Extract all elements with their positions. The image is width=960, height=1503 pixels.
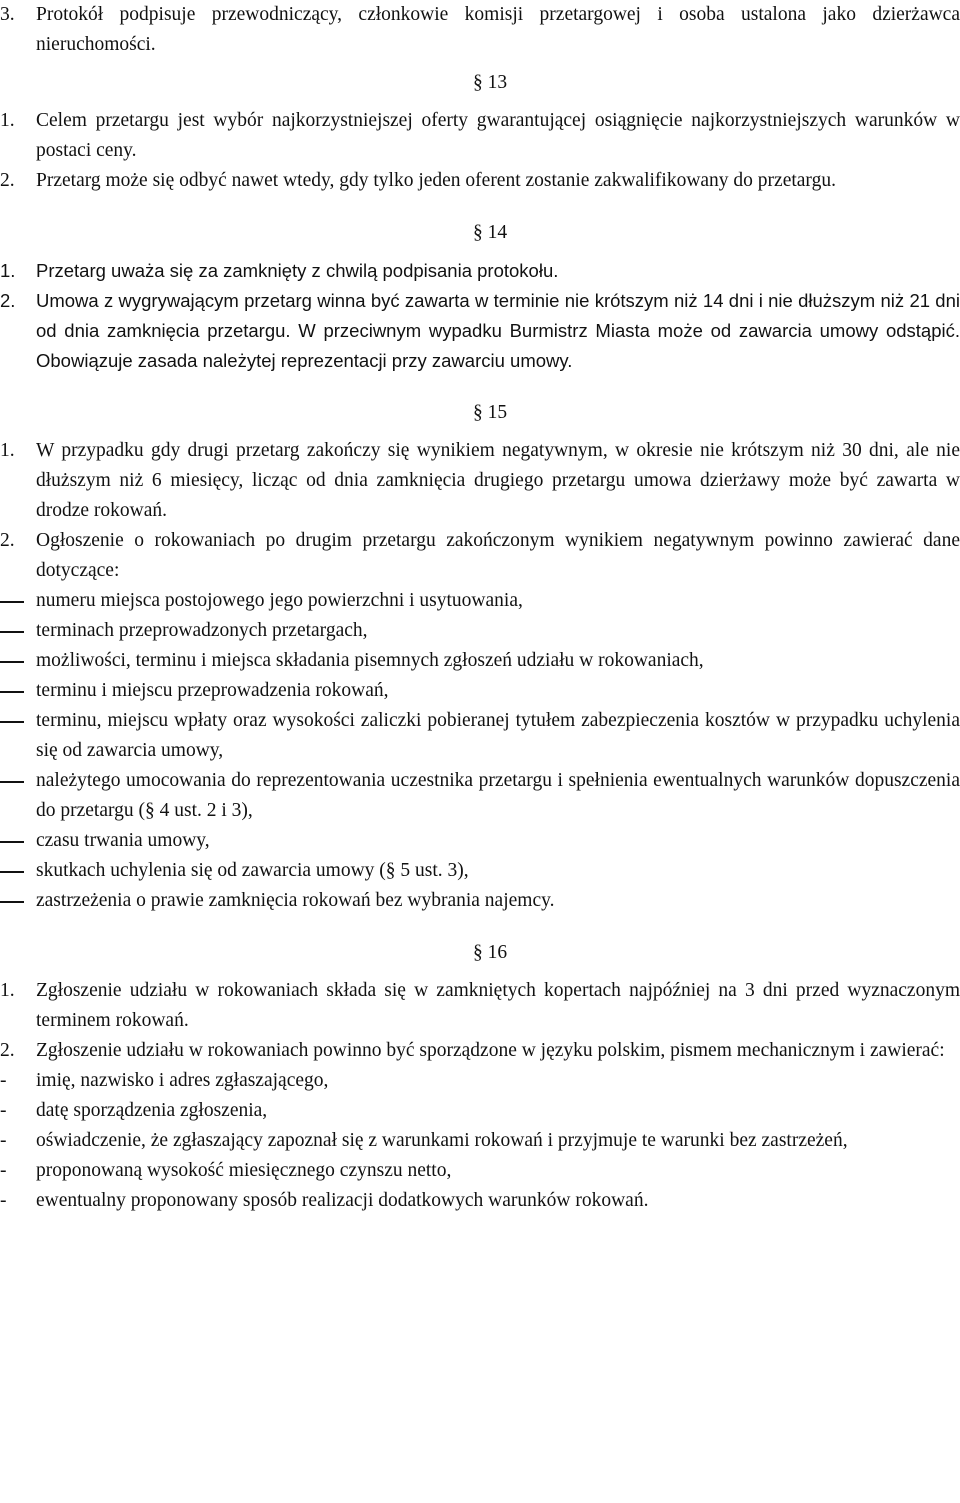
s16-hyphen-list [0, 1066, 960, 1216]
hyphen-bullet: - [0, 1190, 7, 1211]
paragraph-text: Ogłoszenie o rokowaniach po drugim przetargu zakończonym wynikiem negatywnym powinno zawierać dane dotyczące: [36, 530, 960, 581]
s14-paragraph-1 [0, 256, 960, 286]
s15-paragraph-2 [0, 526, 960, 586]
list-item: - ewentualny proponowany sposób realizacji dodatkowych warunków rokowań. [0, 1186, 960, 1216]
list-item: terminu, miejscu wpłaty oraz wysokości zaliczki pobieranej tytułem zabezpieczenia kosztów w przypadku uchylenia się od zawarcia umowy, [0, 706, 960, 766]
hyphen-bullet: - [0, 1160, 7, 1181]
paragraph-text: Umowa z wygrywającym przetarg winna być zawarta w terminie nie krótszym niż 14 dni i nie dłuższym niż 21 dni od dnia zamknięcia przetargu. W przeciwnym wypadku Burmistrz Miasta może od zawarcia umowy odstąpić. Obowiązuje zasada należytej reprezentacji przy zawarciu umowy. [36, 290, 960, 371]
section-heading-14: § 14 [472, 222, 508, 243]
list-item: terminach przeprowadzonych przetargach, [0, 616, 960, 646]
dash-bullet [0, 871, 24, 873]
paragraph-number: 3. [0, 4, 15, 25]
s16-paragraph-1 [0, 976, 960, 1036]
dash-bullet [0, 841, 24, 843]
hyphen-bullet: - [0, 1100, 7, 1121]
paragraph-text: Protokół podpisuje przewodniczący, członkowie komisji przetargowej i osoba ustalona jako dzierżawca nieruchomości. [36, 4, 960, 55]
dash-bullet [0, 781, 24, 783]
list-item: - imię, nazwisko i adres zgłaszającego, [0, 1066, 960, 1096]
paragraph-number: 2. [0, 1040, 15, 1061]
list-item: - oświadczenie, że zgłaszający zapoznał się z warunkami rokowań i przyjmuje te warunki bez zastrzeżeń, [0, 1126, 960, 1156]
paragraph-number: 2. [0, 530, 15, 551]
list-item: czasu trwania umowy, [0, 826, 960, 856]
section-heading-15: § 15 [472, 402, 508, 423]
paragraph-number: 1. [0, 260, 16, 281]
paragraph-number: 2. [0, 290, 16, 311]
list-item: zastrzeżenia o prawie zamknięcia rokowań bez wybrania najemcy. [0, 886, 960, 916]
list-item: możliwości, terminu i miejsca składania pisemnych zgłoszeń udziału w rokowaniach, [0, 646, 960, 676]
paragraph-text: Przetarg uważa się za zamknięty z chwilą podpisania protokołu. [36, 260, 559, 281]
list-item: terminu i miejscu przeprowadzenia rokowań, [0, 676, 960, 706]
list-item: skutkach uchylenia się od zawarcia umowy (§ 5 ust. 3), [0, 856, 960, 886]
s13-paragraph-2 [0, 166, 960, 196]
list-item: numeru miejsca postojowego jego powierzchni i usytuowania, [0, 586, 960, 616]
s13-paragraph-1 [0, 106, 960, 166]
dash-bullet [0, 661, 24, 663]
list-item: - datę sporządzenia zgłoszenia, [0, 1096, 960, 1126]
hyphen-bullet: - [0, 1130, 7, 1151]
dash-bullet [0, 631, 24, 633]
hyphen-bullet: - [0, 1070, 7, 1091]
section-heading-16: § 16 [472, 942, 508, 963]
paragraph-number: 1. [0, 440, 15, 461]
s14-paragraph-2 [0, 286, 960, 376]
list-item: należytego umocowania do reprezentowania uczestnika przetargu i spełnienia ewentualnych warunków dopuszczenia do przetargu (§ 4 ust. 2 i 3), [0, 766, 960, 826]
list-item: - proponowaną wysokość miesięcznego czynszu netto, [0, 1156, 960, 1186]
paragraph-text: Zgłoszenie udziału w rokowaniach powinno być sporządzone w języku polskim, pismem mechanicznym i zawierać: [36, 1040, 945, 1061]
paragraph-text: W przypadku gdy drugi przetarg zakończy się wynikiem negatywnym, w okresie nie krótszym niż 30 dni, ale nie dłuższym niż 6 miesięcy, licząc od dnia zamknięcia drugiego przetargu umowa dzierżawy może być zawarta w drodze rokowań. [36, 440, 960, 521]
dash-bullet [0, 691, 24, 693]
s15-dash-list [0, 586, 960, 916]
paragraph-number: 2. [0, 170, 15, 191]
paragraph-number: 1. [0, 980, 15, 1001]
dash-bullet [0, 901, 24, 903]
section-heading-13: § 13 [472, 72, 508, 93]
dash-bullet [0, 601, 24, 603]
paragraph-3-protocol [0, 0, 960, 60]
paragraph-number: 1. [0, 110, 15, 131]
s15-paragraph-1 [0, 436, 960, 526]
dash-bullet [0, 721, 24, 723]
paragraph-text: Celem przetargu jest wybór najkorzystniejszej oferty gwarantującej osiągnięcie najkorzystniejszych warunków w postaci ceny. [36, 110, 960, 161]
s16-paragraph-2 [0, 1036, 960, 1066]
paragraph-text: Zgłoszenie udziału w rokowaniach składa się w zamkniętych kopertach najpóźniej na 3 dni przed wyznaczonym terminem rokowań. [36, 980, 960, 1031]
paragraph-text: Przetarg może się odbyć nawet wtedy, gdy tylko jeden oferent zostanie zakwalifikowany do przetargu. [36, 170, 836, 191]
